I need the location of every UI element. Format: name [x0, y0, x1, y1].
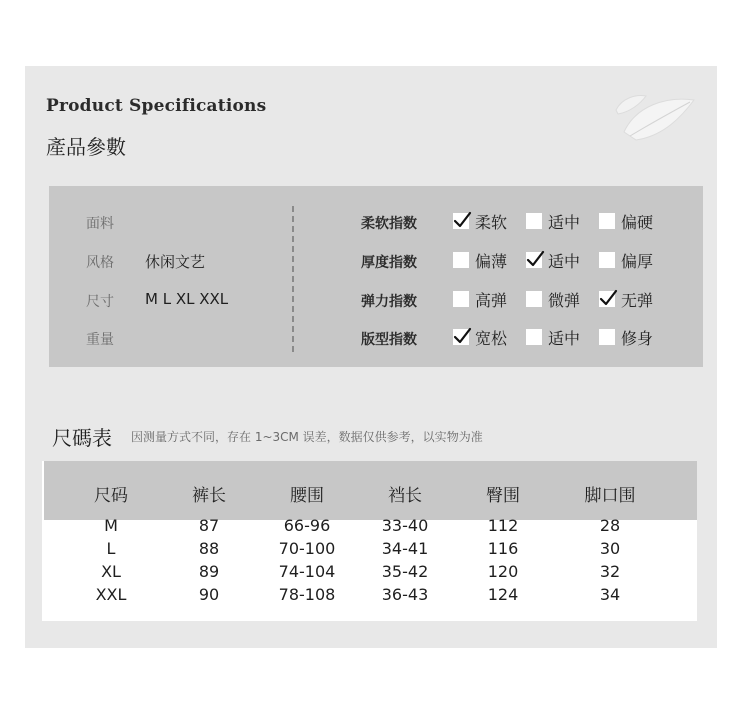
column-header: 臀围	[486, 486, 520, 506]
size-chart-title: 尺碼表	[52, 426, 112, 450]
column-header: 尺码	[94, 486, 128, 506]
table-cell: M	[104, 516, 118, 535]
checked-checkbox-icon	[599, 291, 615, 307]
index-option-label: 修身	[621, 328, 654, 348]
index-option	[453, 289, 507, 309]
index-option-label: 高弹	[475, 290, 508, 310]
table-cell: 34-41	[381, 539, 429, 558]
attribute-label: 面料	[86, 216, 114, 232]
table-cell: L	[106, 539, 116, 558]
index-option	[599, 289, 653, 309]
table-cell: 66-96	[283, 516, 331, 535]
index-option-label: 偏薄	[475, 251, 508, 271]
index-option	[453, 211, 507, 231]
table-cell: 32	[599, 562, 621, 581]
index-option	[526, 289, 580, 309]
title-chinese: 產品參數	[46, 135, 126, 159]
index-option-label: 适中	[548, 251, 581, 271]
leaf-watermark-icon	[606, 88, 702, 158]
table-cell: 33-40	[381, 516, 429, 535]
checkbox-icon	[599, 252, 615, 268]
index-option	[453, 250, 507, 270]
index-option-label: 适中	[548, 328, 581, 348]
index-option-label: 微弹	[548, 290, 581, 310]
index-option	[599, 250, 653, 270]
table-cell: 34	[599, 585, 621, 604]
table-cell: 78-108	[278, 585, 336, 604]
checked-checkbox-icon	[526, 252, 542, 268]
column-header: 腰围	[290, 486, 324, 506]
title-english: Product Specifications	[46, 96, 267, 116]
dashed-divider	[292, 206, 294, 352]
index-option-label: 宽松	[475, 328, 508, 348]
table-cell: 87	[198, 516, 220, 535]
attribute-label: 重量	[86, 332, 114, 348]
index-option-label: 适中	[548, 212, 581, 232]
index-option	[526, 211, 580, 231]
attribute-label: 风格	[86, 255, 114, 271]
index-option	[599, 327, 653, 347]
index-option	[526, 250, 580, 270]
index-label: 柔软指数	[361, 216, 417, 232]
index-option-label: 无弹	[621, 290, 654, 310]
table-cell: 124	[487, 585, 519, 604]
checkbox-icon	[453, 291, 469, 307]
index-label: 厚度指数	[361, 255, 417, 271]
attribute-value: M L XL XXL	[145, 290, 229, 308]
column-header: 裤长	[192, 486, 226, 506]
index-option-label: 柔软	[475, 212, 508, 232]
size-table	[42, 461, 697, 621]
table-cell: 90	[198, 585, 220, 604]
table-cell: 112	[487, 516, 519, 535]
table-cell: 88	[198, 539, 220, 558]
table-cell: 120	[487, 562, 519, 581]
table-cell: 116	[487, 539, 519, 558]
column-header: 脚口围	[584, 486, 636, 506]
attribute-value: 休闲文艺	[145, 253, 206, 271]
index-option-label: 偏硬	[621, 212, 654, 232]
checkbox-icon	[526, 213, 542, 229]
index-option	[526, 327, 580, 347]
checkbox-icon	[526, 329, 542, 345]
table-cell: XXL	[95, 585, 127, 604]
table-cell: 30	[599, 539, 621, 558]
checkbox-icon	[526, 291, 542, 307]
checked-checkbox-icon	[453, 329, 469, 345]
checkbox-icon	[599, 213, 615, 229]
attribute-label: 尺寸	[86, 294, 114, 310]
index-option-label: 偏厚	[621, 251, 654, 271]
table-cell: 35-42	[381, 562, 429, 581]
table-cell: 89	[198, 562, 220, 581]
index-option	[599, 211, 653, 231]
checked-checkbox-icon	[453, 213, 469, 229]
index-label: 弹力指数	[361, 294, 417, 310]
table-cell: 74-104	[278, 562, 336, 581]
table-cell: 70-100	[278, 539, 336, 558]
table-cell: XL	[101, 562, 121, 581]
checkbox-icon	[453, 252, 469, 268]
index-option	[453, 327, 507, 347]
index-label: 版型指数	[361, 332, 417, 348]
size-chart-note: 因测量方式不同，存在 1~3CM 误差，数据仅供参考，以实物为准	[131, 430, 483, 444]
table-cell: 28	[599, 516, 621, 535]
column-header: 裆长	[388, 486, 422, 506]
checkbox-icon	[599, 329, 615, 345]
table-cell: 36-43	[381, 585, 429, 604]
